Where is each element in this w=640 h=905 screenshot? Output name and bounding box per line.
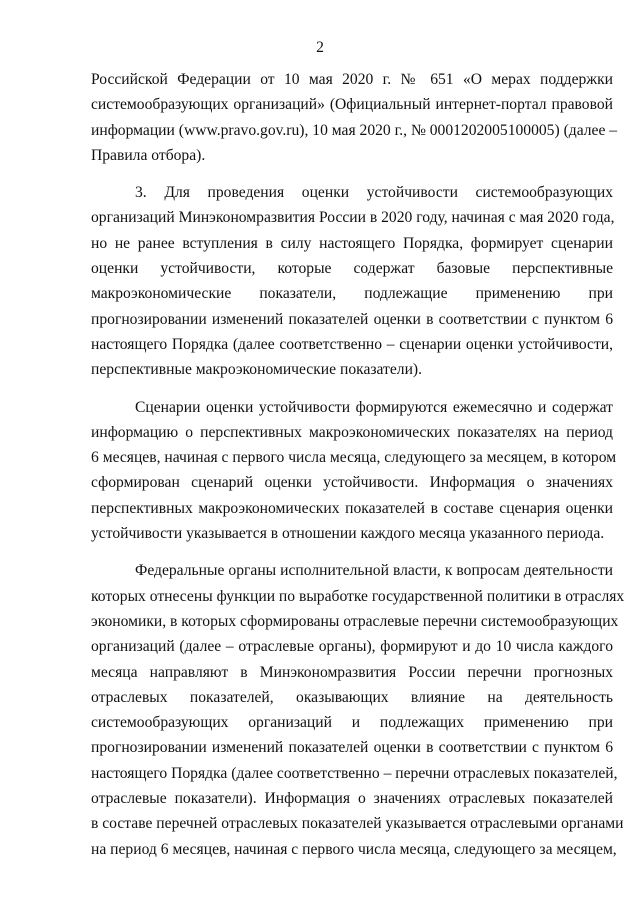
- text-line: прогнозировании изменений показателей оценки в соответствии с пунктом 6: [91, 739, 613, 757]
- text-line: экономики, в которых сформированы отраслевые перечни системообразующих: [91, 612, 619, 630]
- text-line: информации (www.pravo.gov.ru), 10 мая 2020 г., № 0001202005100005) (далее –: [91, 121, 618, 139]
- text-line: Сценарии оценки устойчивости формируются ежемесячно и содержат: [135, 398, 613, 416]
- text-line: месяца направляют в Минэкономразвития России перечни прогнозных: [91, 663, 613, 681]
- text-line: информацию о перспективных макроэкономических показателях на период: [91, 423, 613, 441]
- text-line: организаций (далее – отраслевые органы), формируют и до 10 числа каждого: [91, 638, 613, 656]
- text-line: настоящего Порядка (далее соответственно – сценарии оценки устойчивости,: [91, 335, 613, 353]
- text-line: перспективных макроэкономических показателей в составе сценария оценки: [91, 499, 613, 517]
- text-line: Российской Федерации от 10 мая 2020 г. № 651 «О мерах поддержки: [91, 71, 613, 88]
- paragraph-2: [91, 180, 613, 382]
- text-line: Правила отбора).: [91, 146, 206, 164]
- text-line: 6 месяцев, начиная с первого числа месяца, следующего за месяцем, в котором: [91, 449, 617, 467]
- document-body: [91, 67, 625, 862]
- text-line: сформирован сценарий оценки устойчивости. Информация о значениях: [91, 474, 613, 492]
- text-line: которых отнесены функции по выработке государственной политики в отраслях: [91, 587, 625, 605]
- text-line: оценки устойчивости, которые содержат базовые перспективные: [91, 260, 613, 278]
- text-line: 3. Для проведения оценки устойчивости системообразующих: [135, 184, 613, 202]
- page-number: 2: [316, 39, 324, 56]
- text-line: отраслевые показатели). Информация о значениях отраслевых показателей: [91, 790, 613, 808]
- text-line: системообразующих организаций и подлежащих применению при: [91, 714, 613, 732]
- text-line: макроэкономические показатели, подлежащие применению при: [91, 285, 613, 303]
- text-line: в составе перечней отраслевых показателей указывается отраслевыми органами: [91, 815, 624, 833]
- text-line: организаций Минэкономразвития России в 2020 году, начиная с мая 2020 года,: [91, 209, 615, 227]
- text-line: но не ранее вступления в силу настоящего Порядка, формирует сценарии: [91, 234, 613, 252]
- text-line: настоящего Порядка (далее соответственно – перечни отраслевых показателей,: [91, 764, 618, 782]
- paragraph-1: [91, 67, 618, 168]
- text-line: системообразующих организаций» (Официальный интернет-портал правовой: [91, 96, 613, 114]
- text-line: устойчивости указывается в отношении каждого месяца указанного периода.: [91, 525, 605, 543]
- text-line: прогнозировании изменений показателей оценки в соответствии с пунктом 6: [91, 310, 613, 328]
- paragraph-4: [91, 558, 625, 862]
- text-line: отраслевых показателей, оказывающих влияние на деятельность: [91, 688, 613, 706]
- text-line: Федеральные органы исполнительной власти, к вопросам деятельности: [135, 562, 613, 580]
- text-line: перспективные макроэкономические показатели).: [91, 361, 423, 379]
- paragraph-3: [91, 395, 617, 547]
- text-line: на период 6 месяцев, начиная с первого числа месяца, следующего за месяцем,: [91, 840, 617, 858]
